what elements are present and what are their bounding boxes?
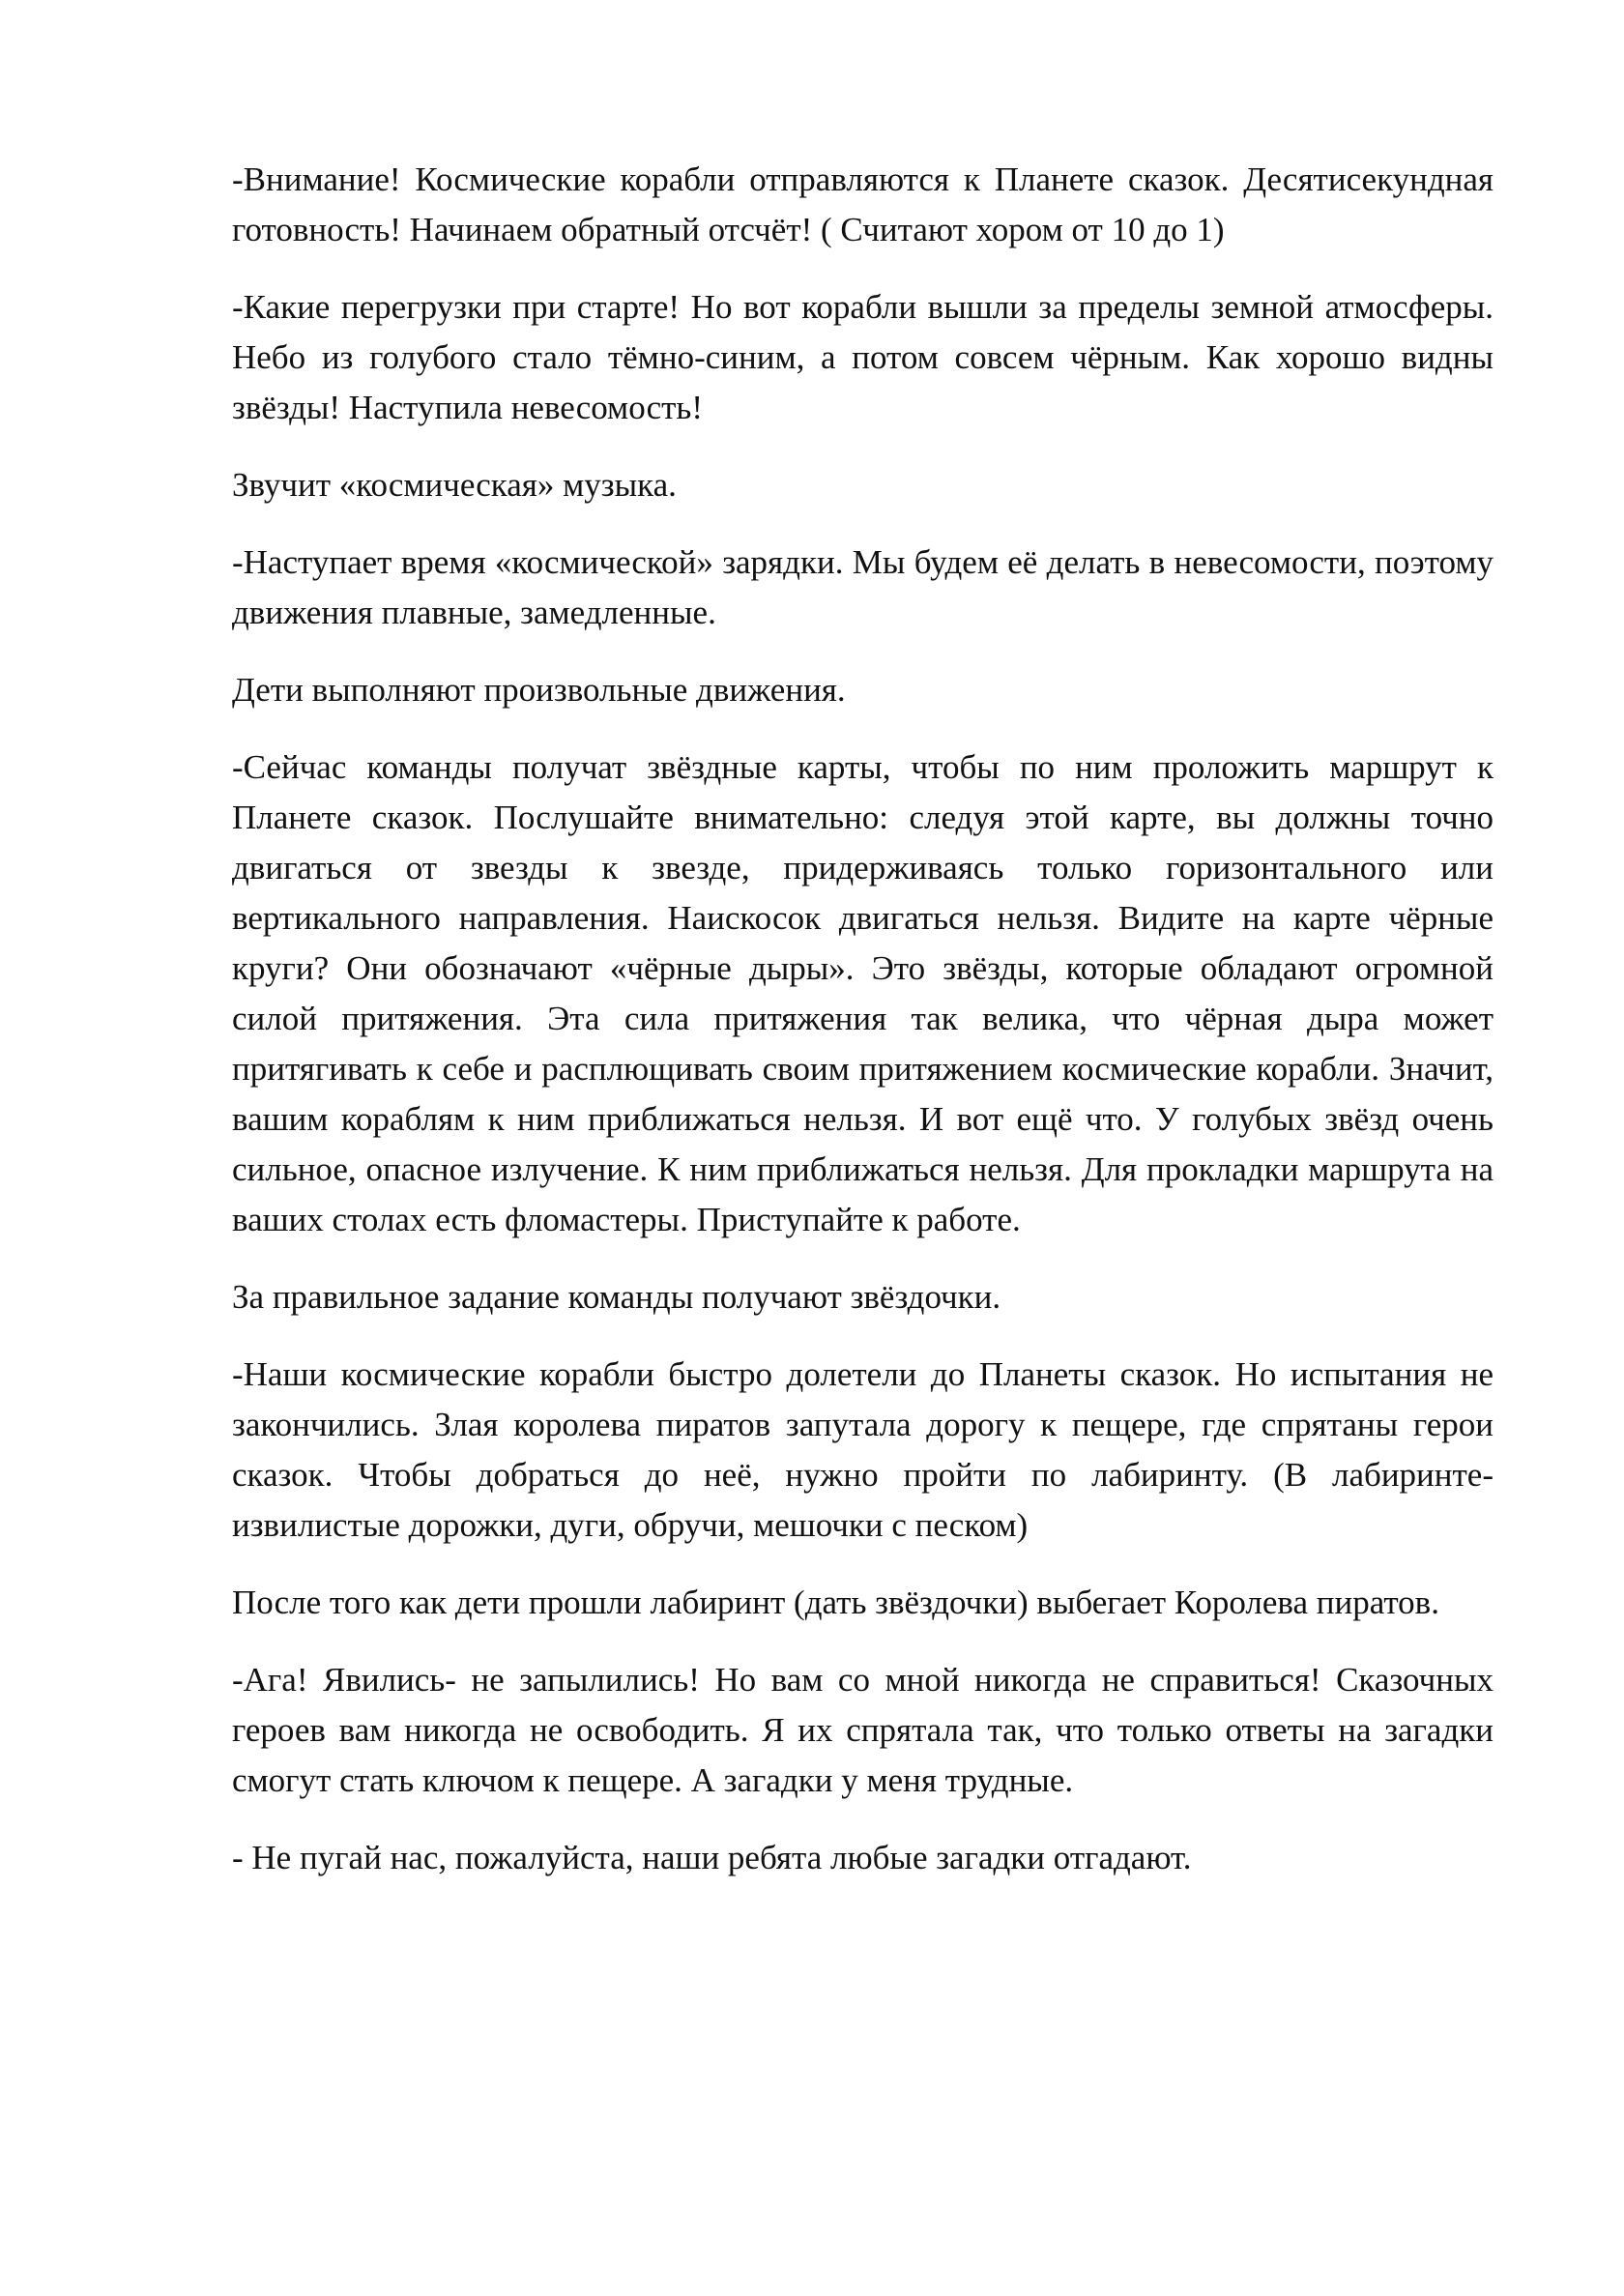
paragraph-reply: - Не пугай нас, пожалуйста, наши ребята любые загадки отгадают. — [232, 1839, 1192, 1876]
paragraph-labyrinth: -Наши космические корабли быстро долетели до Планеты сказок. Но испытания не закончились. Злая королева пиратов запутала дорогу к пещере, где спрятаны герои сказок. Чтобы добраться до неё, нужно пройти по лабиринту. (В лабиринте- извилистые дорожки, дуги, обручи, мешочки с песком) — [232, 1355, 1494, 1544]
paragraph-star-maps: -Сейчас команды получат звёздные карты, чтобы по ним проложить маршрут к Планете сказок. Послушайте внимательно: следуя этой карте, вы должны точно двигаться от звезды к звезде, придерживаясь только горизонтального или вертикального направления. Наискосок двигаться нельзя. Видите на карте чёрные круги? Они обозначают «чёрные дыры». Это звёзды, которые обладают огромной силой притяжения. Эта сила притяжения так велика, что чёрная дыра может притягивать к себе и расплющивать своим притяжением космические корабли. Значит, вашим кораблям к ним приближаться нельзя. И вот ещё что. У голубых звёзд очень сильное, опасное излучение. К ним приближаться нельзя. Для прокладки маршрута на ваших столах есть фломастеры. Приступайте к работе. — [232, 748, 1494, 1238]
paragraph-stars-reward: За правильное задание команды получают звёздочки. — [232, 1278, 1001, 1316]
paragraph-movements: Дети выполняют произвольные движения. — [232, 671, 846, 709]
paragraph-launch: -Какие перегрузки при старте! Но вот корабли вышли за пределы земной атмосферы. Небо из голубого стало тёмно-синим, а потом совсем чёрным. Как хорошо видны звёзды! Наступила невесомость! — [232, 288, 1494, 426]
paragraph-countdown: -Внимание! Космические корабли отправляются к Планете сказок. Десятисекундная готовность! Начинаем обратный отсчёт! ( Считают хором от 10 до 1) — [232, 160, 1494, 248]
paragraph-music: Звучит «космическая» музыка. — [232, 466, 677, 504]
paragraph-queen-speech: -Ага! Явились- не запылились! Но вам со мной никогда не справиться! Сказочных героев вам никогда не освободить. Я их спрятала так, что только ответы на загадки смогут стать ключом к пещере. А загадки у меня трудные. — [232, 1661, 1494, 1799]
paragraph-queen-appears: После того как дети прошли лабиринт (дать звёздочки) выбегает Королева пиратов. — [232, 1584, 1439, 1621]
document-page — [232, 155, 1494, 1910]
paragraph-exercise: -Наступает время «космической» зарядки. Мы будем её делать в невесомости, поэтому движения плавные, замедленные. — [232, 543, 1494, 631]
